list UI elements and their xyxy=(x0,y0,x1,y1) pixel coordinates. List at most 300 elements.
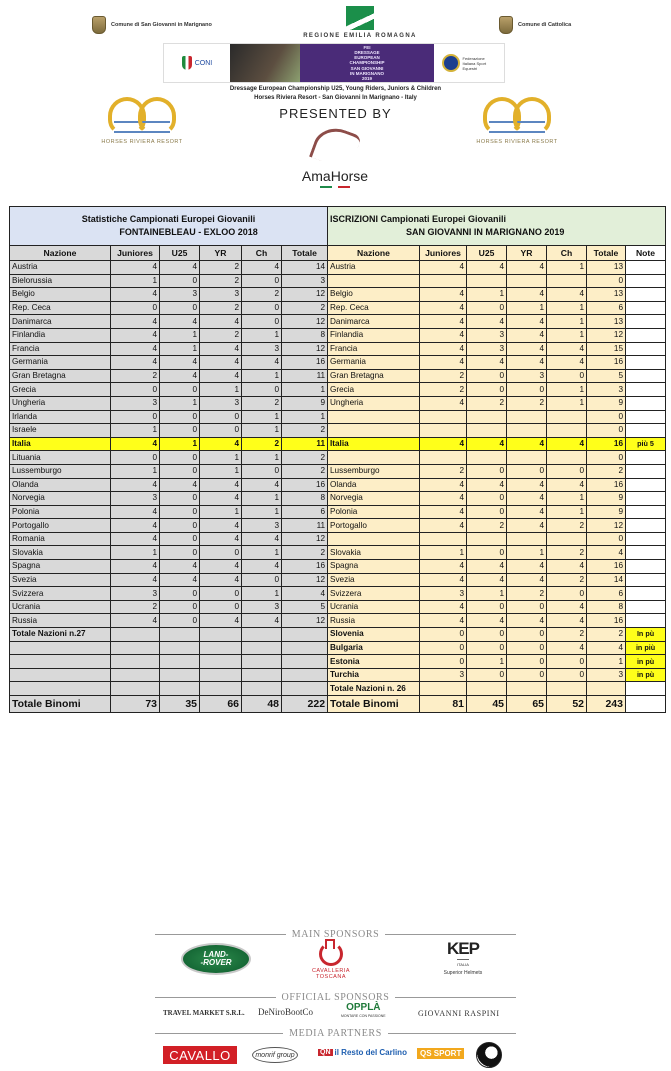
value-cell: 11 xyxy=(282,519,328,533)
value-cell: 0 xyxy=(467,383,507,397)
table-row xyxy=(10,668,328,682)
nation-cell: Ungheria xyxy=(328,396,420,410)
value-cell: 8 xyxy=(587,600,626,614)
nation-cell: Slovenia xyxy=(328,628,420,642)
value-cell xyxy=(507,410,547,424)
value-cell: 0 xyxy=(242,301,282,315)
total-value: 222 xyxy=(282,696,328,713)
banner-line: FEI xyxy=(363,44,371,50)
total-label: Totale Binomi xyxy=(328,696,420,713)
value-cell: 1 xyxy=(242,451,282,465)
col-header: Nazione xyxy=(10,246,111,261)
value-cell: 2 xyxy=(242,288,282,302)
nation-cell: Israele xyxy=(10,424,111,438)
value-cell: 12 xyxy=(282,614,328,628)
value-cell: 2 xyxy=(242,437,282,451)
title-line-2: SAN GIOVANNI IN MARIGNANO 2019 xyxy=(406,227,565,237)
nation-cell: Finlandia xyxy=(10,328,111,342)
note-cell xyxy=(626,464,666,478)
value-cell xyxy=(467,532,507,546)
value-cell: 4 xyxy=(547,356,587,370)
value-cell xyxy=(587,682,626,696)
value-cell: 4 xyxy=(507,478,547,492)
value-cell: 12 xyxy=(587,328,626,342)
table-row xyxy=(10,532,328,546)
value-cell: 5 xyxy=(282,600,328,614)
value-cell: 4 xyxy=(420,261,467,275)
value-cell: 4 xyxy=(111,261,160,275)
table-row xyxy=(328,655,666,669)
value-cell: 4 xyxy=(547,560,587,574)
col-header: Note xyxy=(626,246,666,261)
value-cell: 2 xyxy=(547,546,587,560)
value-cell: 4 xyxy=(420,560,467,574)
value-cell: 1 xyxy=(242,492,282,506)
media-partners-heading xyxy=(155,1027,516,1039)
value-cell xyxy=(420,682,467,696)
value-cell: 0 xyxy=(547,464,587,478)
value-cell: 0 xyxy=(467,492,507,506)
value-cell: 0 xyxy=(507,641,547,655)
value-cell xyxy=(242,682,282,696)
col-header: U25 xyxy=(467,246,507,261)
value-cell: 2 xyxy=(467,519,507,533)
value-cell xyxy=(200,628,242,642)
nation-cell: Olanda xyxy=(328,478,420,492)
table-row xyxy=(10,519,328,533)
value-cell: 2 xyxy=(282,451,328,465)
nation-cell: Italia xyxy=(328,437,420,451)
note-cell xyxy=(626,451,666,465)
value-cell: 1 xyxy=(547,328,587,342)
value-cell: 2 xyxy=(242,396,282,410)
value-cell: 0 xyxy=(507,668,547,682)
nation-cell: Gran Bretagna xyxy=(328,369,420,383)
table-row xyxy=(10,274,328,288)
value-cell: 0 xyxy=(242,464,282,478)
table-row xyxy=(10,505,328,519)
nation-cell xyxy=(328,532,420,546)
crest-icon xyxy=(499,16,513,34)
nation-cell: Germania xyxy=(328,356,420,370)
value-cell xyxy=(547,410,587,424)
regione-emilia-romagna-logo xyxy=(300,6,420,39)
value-cell: 2 xyxy=(547,628,587,642)
header-row xyxy=(328,246,666,261)
table-row xyxy=(10,328,328,342)
table-row xyxy=(328,288,666,302)
value-cell: 4 xyxy=(507,437,547,451)
value-cell xyxy=(507,451,547,465)
region-flag-icon xyxy=(346,6,374,30)
value-cell: 4 xyxy=(507,356,547,370)
value-cell: 12 xyxy=(282,288,328,302)
value-cell xyxy=(420,532,467,546)
nation-cell: Ungheria xyxy=(10,396,111,410)
note-cell xyxy=(626,587,666,601)
value-cell: 3 xyxy=(467,328,507,342)
value-cell: 14 xyxy=(587,573,626,587)
logo-text: Superior Helmets xyxy=(443,970,483,976)
banner-line: CHAMPIONSHIP xyxy=(349,60,385,66)
nation-cell: Polonia xyxy=(328,505,420,519)
table-title-row xyxy=(10,207,328,246)
table-row xyxy=(328,560,666,574)
value-cell: 0 xyxy=(507,655,547,669)
table-row xyxy=(328,519,666,533)
nation-cell: Danimarca xyxy=(10,315,111,329)
table-row xyxy=(328,342,666,356)
value-cell: 4 xyxy=(547,641,587,655)
table-row xyxy=(328,682,666,696)
nation-cell: Spagna xyxy=(328,560,420,574)
event-location: Horses Riviera Resort - San Giovanni In Marignano - Italy xyxy=(254,95,417,101)
value-cell xyxy=(111,628,160,642)
value-cell: 3 xyxy=(420,587,467,601)
nation-cell: Finlandia xyxy=(328,328,420,342)
nation-cell: Italia xyxy=(10,437,111,451)
value-cell: 1 xyxy=(547,383,587,397)
table-row xyxy=(10,492,328,506)
nation-cell xyxy=(328,274,420,288)
value-cell: 0 xyxy=(242,274,282,288)
total-value: 66 xyxy=(200,696,242,713)
value-cell: 4 xyxy=(200,315,242,329)
total-value: 48 xyxy=(242,696,282,713)
banner-line: DRESSAGE xyxy=(354,50,380,56)
nation-cell: Turchia xyxy=(328,668,420,682)
total-value: 65 xyxy=(507,696,547,713)
logo-text: TOSCANA xyxy=(316,974,346,980)
value-cell: 4 xyxy=(420,492,467,506)
region-label: REGIONE EMILIA ROMAGNA xyxy=(303,33,417,39)
value-cell: 1 xyxy=(111,424,160,438)
value-cell: 4 xyxy=(242,560,282,574)
nation-cell: Lussemburgo xyxy=(328,464,420,478)
land-rover-logo xyxy=(181,943,251,975)
value-cell: 4 xyxy=(111,288,160,302)
total-row xyxy=(328,696,666,713)
col-header: Totale xyxy=(282,246,328,261)
table-row xyxy=(10,288,328,302)
qn-badge: QN xyxy=(320,1049,331,1056)
table-row xyxy=(10,478,328,492)
nation-cell: Austria xyxy=(328,261,420,275)
col-header: Totale xyxy=(587,246,626,261)
value-cell: 4 xyxy=(200,519,242,533)
title-line-1: Statistiche Campionati Europei Giovanili xyxy=(81,214,256,224)
value-cell xyxy=(420,410,467,424)
value-cell: 0 xyxy=(160,600,200,614)
iscrizioni-2019-table xyxy=(327,206,666,713)
value-cell: 4 xyxy=(111,560,160,574)
value-cell xyxy=(420,274,467,288)
comune-cattolica-logo xyxy=(499,16,571,34)
value-cell: 0 xyxy=(160,519,200,533)
value-cell: 9 xyxy=(587,396,626,410)
value-cell: 1 xyxy=(420,546,467,560)
value-cell: 0 xyxy=(467,505,507,519)
table-row xyxy=(10,451,328,465)
value-cell: 4 xyxy=(200,342,242,356)
value-cell xyxy=(420,424,467,438)
value-cell: 1 xyxy=(160,342,200,356)
note-cell xyxy=(626,519,666,533)
value-cell xyxy=(111,682,160,696)
value-cell: 4 xyxy=(547,478,587,492)
value-cell xyxy=(242,628,282,642)
value-cell: 4 xyxy=(507,614,547,628)
table-row xyxy=(10,342,328,356)
nation-cell: Austria xyxy=(10,261,111,275)
value-cell: 16 xyxy=(587,478,626,492)
logo-text: -ROVER xyxy=(200,958,232,967)
value-cell: 0 xyxy=(160,587,200,601)
monrif-logo: monrif group xyxy=(252,1047,298,1063)
logo-text: il Resto del Carlino xyxy=(334,1048,407,1057)
horses-riviera-resort-logo xyxy=(467,95,567,155)
table-row xyxy=(10,437,328,451)
value-cell: 4 xyxy=(467,356,507,370)
title-line-2: FONTAINEBLEAU - EXLOO 2018 xyxy=(119,227,258,237)
table-row xyxy=(10,424,328,438)
value-cell: 0 xyxy=(160,532,200,546)
table-row xyxy=(10,614,328,628)
value-cell: 3 xyxy=(467,342,507,356)
col-header: Juniores xyxy=(420,246,467,261)
heading-label: OFFICIAL SPONSORS xyxy=(281,991,390,1003)
value-cell: 4 xyxy=(111,478,160,492)
coni-logo xyxy=(164,44,230,82)
value-cell: 4 xyxy=(420,519,467,533)
value-cell xyxy=(467,410,507,424)
value-cell xyxy=(547,682,587,696)
value-cell xyxy=(547,274,587,288)
nation-cell: Totale Nazioni n. 26 xyxy=(328,682,420,696)
value-cell: 4 xyxy=(160,356,200,370)
value-cell: 1 xyxy=(200,505,242,519)
note-cell xyxy=(626,369,666,383)
value-cell: 4 xyxy=(111,315,160,329)
value-cell: 1 xyxy=(160,437,200,451)
value-cell: 4 xyxy=(420,288,467,302)
value-cell: 1 xyxy=(467,587,507,601)
presented-by-label: PRESENTED BY xyxy=(279,106,392,121)
value-cell: 2 xyxy=(547,573,587,587)
value-cell: 0 xyxy=(467,369,507,383)
value-cell: 0 xyxy=(160,614,200,628)
value-cell: 1 xyxy=(160,396,200,410)
value-cell: 1 xyxy=(547,492,587,506)
value-cell: 3 xyxy=(420,668,467,682)
value-cell: 1 xyxy=(242,410,282,424)
value-cell xyxy=(160,655,200,669)
value-cell: 1 xyxy=(507,546,547,560)
value-cell: 16 xyxy=(587,614,626,628)
value-cell: 0 xyxy=(547,655,587,669)
stirrup-icon xyxy=(319,942,343,966)
value-cell: 3 xyxy=(200,396,242,410)
value-cell: 0 xyxy=(507,464,547,478)
value-cell: 4 xyxy=(420,356,467,370)
note-cell xyxy=(626,532,666,546)
resort-label: HORSES RIVIERA RESORT xyxy=(476,139,558,145)
value-cell: 4 xyxy=(420,342,467,356)
note-cell xyxy=(626,478,666,492)
value-cell: 1 xyxy=(242,424,282,438)
value-cell: 4 xyxy=(547,600,587,614)
nation-cell: Svizzera xyxy=(10,587,111,601)
value-cell: 4 xyxy=(200,532,242,546)
value-cell: 3 xyxy=(242,342,282,356)
stats-2018-table xyxy=(9,206,328,713)
value-cell: 4 xyxy=(160,315,200,329)
nation-cell: Totale Nazioni n.27 xyxy=(10,628,111,642)
value-cell: 4 xyxy=(160,261,200,275)
table-row xyxy=(10,396,328,410)
value-cell: 0 xyxy=(160,383,200,397)
value-cell xyxy=(467,682,507,696)
value-cell: 2 xyxy=(200,261,242,275)
total-value: 35 xyxy=(160,696,200,713)
note-cell xyxy=(626,261,666,275)
value-cell: 0 xyxy=(420,655,467,669)
value-cell: 1 xyxy=(242,328,282,342)
value-cell xyxy=(547,451,587,465)
value-cell: 4 xyxy=(111,342,160,356)
table-row xyxy=(328,532,666,546)
value-cell: 0 xyxy=(160,451,200,465)
nation-cell: Ucrania xyxy=(10,600,111,614)
value-cell: 4 xyxy=(420,600,467,614)
amahorse-logo xyxy=(280,128,390,188)
nation-cell xyxy=(328,410,420,424)
table-row xyxy=(10,301,328,315)
value-cell: 4 xyxy=(507,573,547,587)
value-cell: 4 xyxy=(160,369,200,383)
banner-title xyxy=(300,44,434,82)
value-cell: 4 xyxy=(507,492,547,506)
banner-line: IN MARIGNANO xyxy=(350,70,384,76)
giovanni-raspini-logo: GIOVANNI RASPINI xyxy=(418,1009,500,1018)
banner-line: EUROPEAN xyxy=(354,55,380,61)
total-value: 81 xyxy=(420,696,467,713)
value-cell: 8 xyxy=(282,492,328,506)
value-cell: 0 xyxy=(507,600,547,614)
page-header xyxy=(0,0,671,195)
value-cell xyxy=(242,668,282,682)
value-cell: 0 xyxy=(160,546,200,560)
value-cell: 1 xyxy=(467,655,507,669)
col-header: Nazione xyxy=(328,246,420,261)
value-cell: 0 xyxy=(547,587,587,601)
note-cell xyxy=(626,383,666,397)
note-cell xyxy=(626,560,666,574)
table-row xyxy=(10,369,328,383)
nation-cell: Slovakia xyxy=(328,546,420,560)
value-cell: 0 xyxy=(160,301,200,315)
value-cell: 3 xyxy=(282,274,328,288)
nation-cell: Svezia xyxy=(328,573,420,587)
value-cell: 1 xyxy=(160,328,200,342)
value-cell: 1 xyxy=(547,261,587,275)
value-cell: 4 xyxy=(111,532,160,546)
table-row xyxy=(10,682,328,696)
value-cell: 2 xyxy=(420,464,467,478)
note-cell xyxy=(626,328,666,342)
value-cell: 4 xyxy=(507,328,547,342)
table-row xyxy=(10,600,328,614)
value-cell: 0 xyxy=(200,424,242,438)
nation-cell: Belgio xyxy=(328,288,420,302)
value-cell: 1 xyxy=(242,505,282,519)
table-title-row xyxy=(328,207,666,246)
value-cell xyxy=(111,668,160,682)
table-row xyxy=(328,505,666,519)
nation-cell: Francia xyxy=(328,342,420,356)
value-cell: 4 xyxy=(467,478,507,492)
total-value: 52 xyxy=(547,696,587,713)
value-cell: 4 xyxy=(420,328,467,342)
nation-cell: Gran Bretagna xyxy=(10,369,111,383)
value-cell: 4 xyxy=(420,301,467,315)
value-cell xyxy=(200,682,242,696)
table-row xyxy=(10,628,328,642)
value-cell: 0 xyxy=(587,424,626,438)
value-cell xyxy=(507,682,547,696)
value-cell: 11 xyxy=(282,437,328,451)
value-cell: 4 xyxy=(507,288,547,302)
note-cell xyxy=(626,288,666,302)
comune-left-label: Comune di San Giovanni in Marignano xyxy=(111,22,212,28)
value-cell: 4 xyxy=(160,478,200,492)
nation-cell: Romania xyxy=(10,532,111,546)
nation-cell: Danimarca xyxy=(328,315,420,329)
value-cell: 4 xyxy=(111,356,160,370)
note-cell xyxy=(626,600,666,614)
value-cell xyxy=(200,655,242,669)
fise-label: Federazione Italiana Sport Equestri xyxy=(462,55,487,71)
value-cell: 4 xyxy=(507,505,547,519)
logo-text: OPPLÀ xyxy=(346,1002,381,1013)
qs-sport-logo: QS SPORT xyxy=(417,1048,464,1059)
value-cell xyxy=(282,641,328,655)
travel-market-logo: TRAVEL MARKET S.R.L. xyxy=(163,1009,245,1017)
table-row xyxy=(328,587,666,601)
value-cell: 4 xyxy=(111,437,160,451)
note-cell xyxy=(626,546,666,560)
value-cell xyxy=(160,641,200,655)
italy-shield-icon xyxy=(182,56,192,70)
value-cell: 4 xyxy=(242,261,282,275)
nation-cell xyxy=(328,451,420,465)
sponsors-section xyxy=(155,926,516,1071)
value-cell: 14 xyxy=(282,261,328,275)
value-cell: 4 xyxy=(242,356,282,370)
table-row xyxy=(328,600,666,614)
note-cell xyxy=(626,682,666,696)
value-cell: 4 xyxy=(507,342,547,356)
value-cell xyxy=(160,668,200,682)
value-cell: 0 xyxy=(467,301,507,315)
value-cell: 0 xyxy=(111,383,160,397)
value-cell: 0 xyxy=(587,410,626,424)
note-cell xyxy=(626,505,666,519)
value-cell: 4 xyxy=(200,573,242,587)
value-cell xyxy=(160,628,200,642)
value-cell: 13 xyxy=(587,315,626,329)
value-cell: 0 xyxy=(111,451,160,465)
